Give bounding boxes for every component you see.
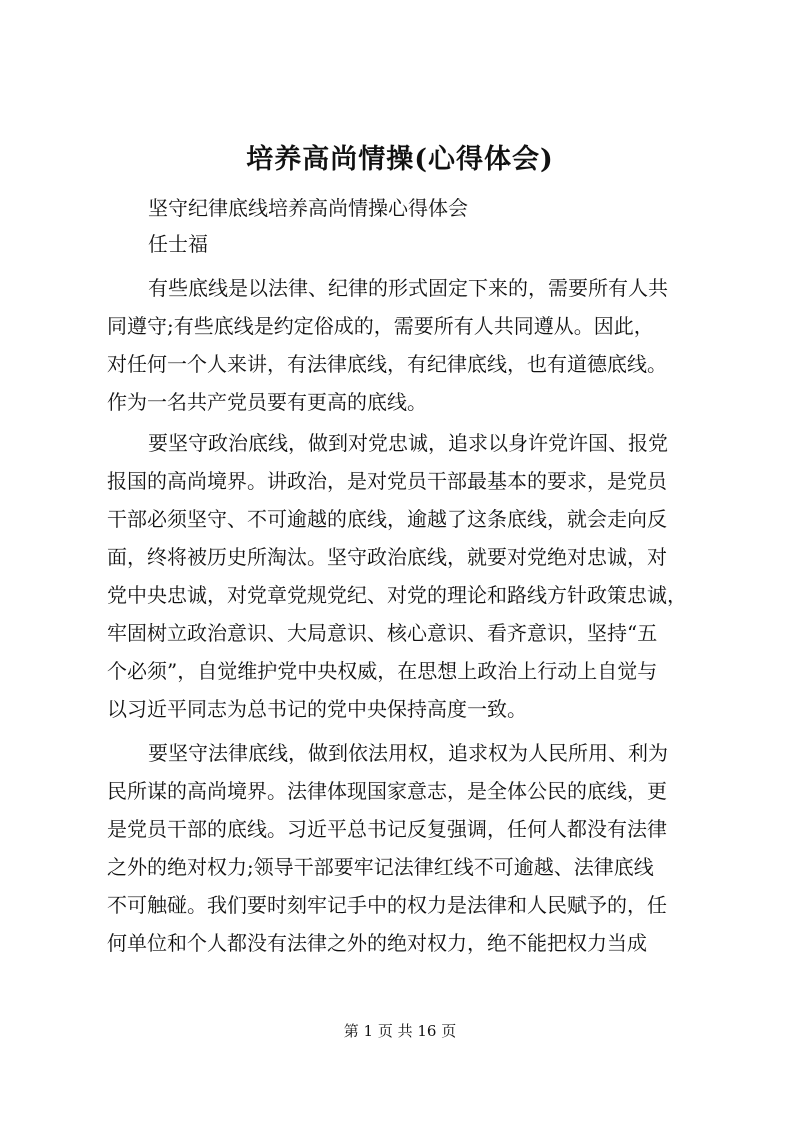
page-number-footer: 第 1 页 共 16 页 [343,1022,457,1040]
paragraph-line: 作为一名共产党员要有更高的底线。 [107,390,427,414]
paragraph-line: 对任何一个人来讲，有法律底线，有纪律底线，也有道德底线。 [107,352,667,376]
paragraph-line: 报国的高尚境界。讲政治，是对党员干部最基本的要求，是党员 [107,469,667,493]
document-title: 培养高尚情操(心得体会) [246,144,554,175]
paragraph-line: 面，终将被历史所淘汰。坚守政治底线，就要对党绝对忠诚，对 [107,545,667,569]
paragraph-line: 以习近平同志为总书记的党中央保持高度一致。 [107,697,527,721]
paragraph-line: 同遵守;有些底线是约定俗成的，需要所有人共同遵从。因此， [107,314,654,338]
paragraph-line: 党中央忠诚，对党章党规党纪、对党的理论和路线方针政策忠诚， [107,583,687,607]
paragraph-line: 干部必须坚守、不可逾越的底线，逾越了这条底线，就会走向反 [107,507,667,531]
paragraph-line: 之外的绝对权力;领导干部要牢记法律红线不可逾越、法律底线 [107,855,654,879]
body-paragraph-1 [107,269,710,421]
paragraph-line: 有些底线是以法律、纪律的形式固定下来的，需要所有人共 [148,276,668,300]
paragraph-line: 要坚守法律底线，做到依法用权，追求权为人民所用、利为 [148,741,668,765]
document-author: 任士福 [148,232,208,256]
body-paragraph-2 [107,424,710,728]
paragraph-line: 何单位和个人都没有法律之外的绝对权力，绝不能把权力当成 [107,931,647,955]
document-subtitle: 坚守纪律底线培养高尚情操心得体会 [148,196,468,220]
paragraph-line: 是党员干部的底线。习近平总书记反复强调，任何人都没有法律 [107,817,667,841]
body-paragraph-3 [107,734,710,962]
paragraph-line: 要坚守政治底线，做到对党忠诚，追求以身许党许国、报党 [148,431,668,455]
paragraph-line: 不可触碰。我们要时刻牢记手中的权力是法律和人民赋予的，任 [107,893,667,917]
paragraph-line: 个必须”，自觉维护党中央权威，在思想上政治上行动上自觉与 [107,659,658,683]
paragraph-line: 民所谋的高尚境界。法律体现国家意志，是全体公民的底线，更 [107,779,667,803]
paragraph-line: 牢固树立政治意识、大局意识、核心意识、看齐意识，坚持“五 [107,621,658,645]
